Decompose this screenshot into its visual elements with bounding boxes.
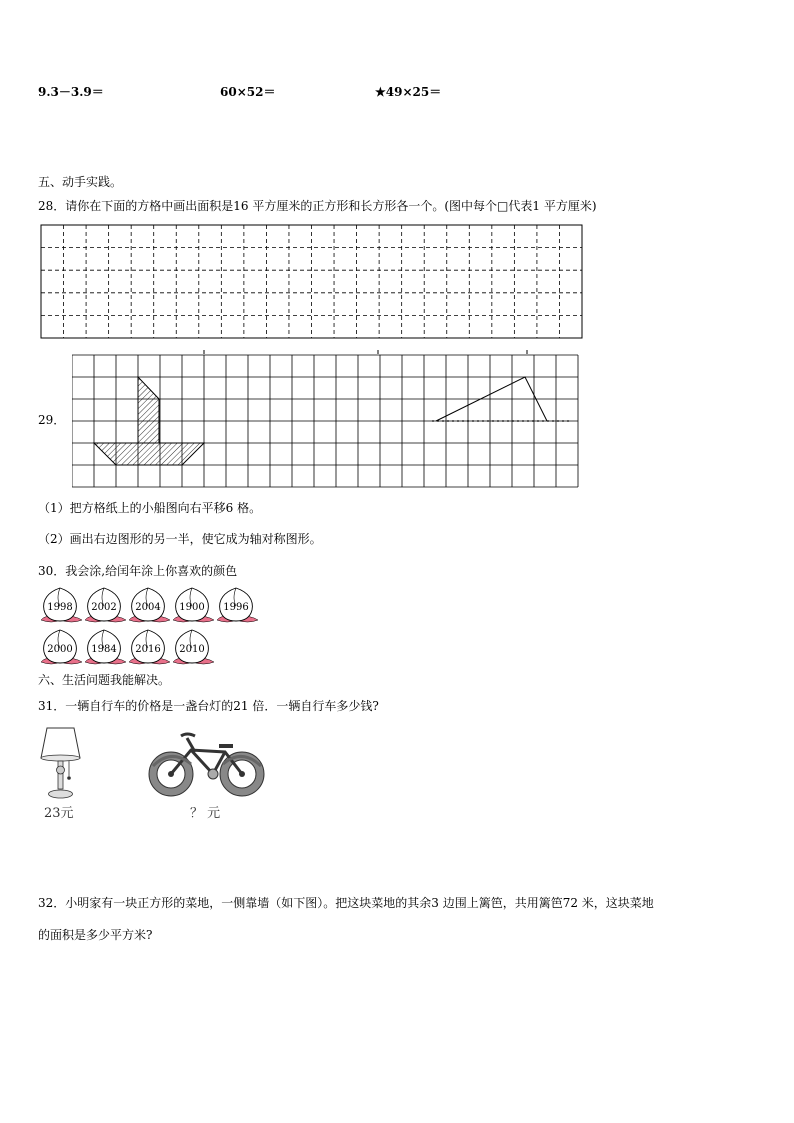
calc-expr-2: 60×52＝	[220, 85, 276, 99]
peach-year: 1984	[91, 644, 117, 655]
table-lamp-icon	[36, 724, 86, 806]
q32-line1: 32．小明家有一块正方形的菜地，一侧靠墙（如下图）。把这块菜地的其余3 边围上篱笆，共用篱笆72 米，这块菜地	[38, 896, 654, 910]
peach-icon[interactable]	[129, 588, 170, 622]
section-5-heading: 五、动手实践。	[38, 175, 123, 189]
peach-icon[interactable]	[41, 588, 82, 622]
peach-icon[interactable]	[85, 630, 126, 664]
boat-sail	[138, 377, 159, 443]
peach-icon[interactable]	[129, 630, 170, 664]
q29-number: 29．	[38, 413, 66, 427]
peach-year: 1900	[179, 602, 205, 613]
peach-icon[interactable]	[41, 630, 82, 664]
peach-year: 2000	[47, 644, 73, 655]
peach-year: 1996	[223, 602, 249, 613]
bike-price: ？ 元	[190, 806, 221, 821]
lamp-price: 23元	[44, 806, 74, 821]
q30-text: 30．我会涂,给闰年涂上你喜欢的颜色	[38, 564, 238, 578]
peach-year: 2010	[179, 644, 205, 655]
peach-year: 2002	[91, 602, 117, 613]
peach-icon[interactable]	[173, 630, 214, 664]
section-6-heading: 六、生活问题我能解决。	[38, 673, 171, 687]
q31-text: 31．一辆自行车的价格是一盏台灯的21 倍．一辆自行车多少钱?	[38, 699, 379, 713]
q29-sub1: （1）把方格纸上的小船图向右平移6 格。	[38, 501, 262, 515]
bicycle-icon	[147, 728, 267, 802]
peach-icon[interactable]	[217, 588, 258, 622]
peach-year: 2016	[135, 644, 161, 655]
calc-expr-3: ★49×25＝	[375, 85, 442, 99]
q28-dashed-grid[interactable]	[40, 224, 585, 341]
boat-hull	[94, 443, 204, 465]
peach-icon[interactable]	[173, 588, 214, 622]
q29-sub2: （2）画出右边图形的另一半，使它成为轴对称图形。	[38, 532, 322, 546]
q29-grid-figure[interactable]	[72, 350, 594, 488]
peach-year: 1998	[47, 602, 73, 613]
q32-line2: 的面积是多少平方米?	[38, 928, 153, 942]
calc-expr-1: 9.3－3.9＝	[38, 85, 104, 99]
peach-year: 2004	[135, 602, 161, 613]
peach-icon[interactable]	[85, 588, 126, 622]
q28-text: 28．请你在下面的方格中画出面积是16 平方厘米的正方形和长方形各一个。(图中每个□代表1 平方厘米)	[38, 199, 597, 213]
peach-group	[38, 584, 278, 668]
